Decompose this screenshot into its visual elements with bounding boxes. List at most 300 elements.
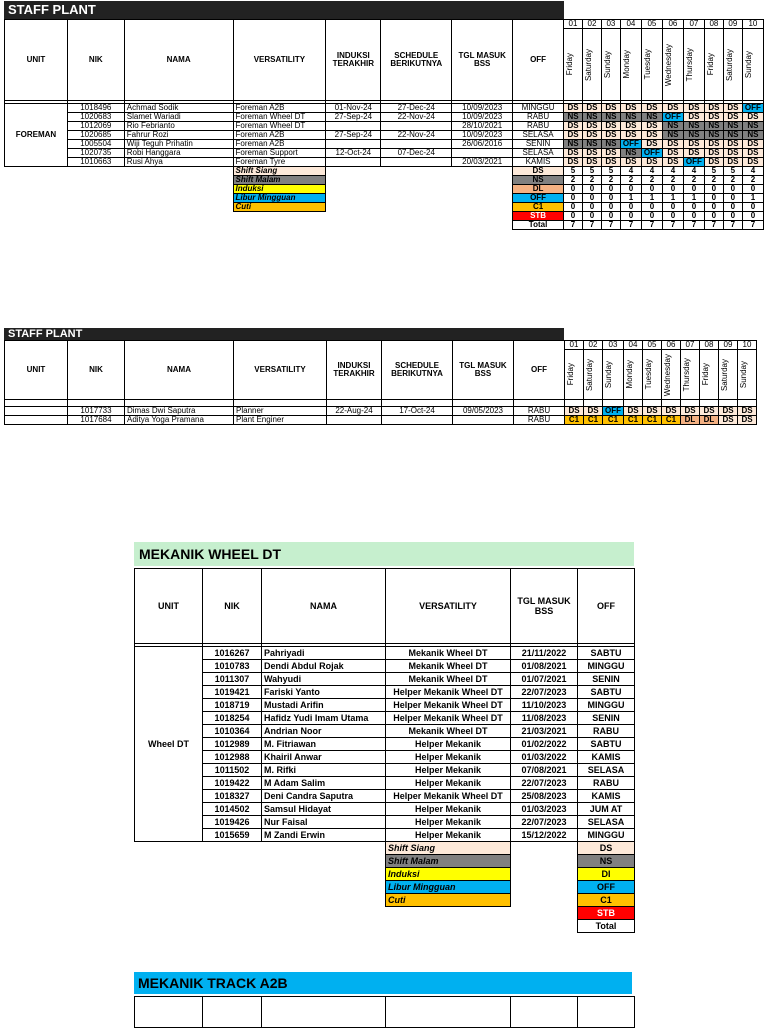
shift-cell: OFF (683, 158, 704, 167)
blank-cell (5, 185, 234, 194)
shift-cell: NS (662, 122, 683, 131)
header-versatility: VERSATILITY (386, 569, 511, 644)
shift-cell: DL (700, 416, 719, 425)
summary-value: 2 (620, 176, 641, 185)
cell-vers: Planner (234, 407, 327, 416)
cell-off: RABU (513, 122, 564, 131)
shift-cell: DS (601, 122, 620, 131)
shift-cell: OFF (620, 140, 641, 149)
summary-value: 1 (641, 194, 662, 203)
blank-cell (233, 221, 326, 230)
legend-item: Cuti (386, 894, 511, 907)
summary-value: 7 (564, 221, 583, 230)
cell-nik: 1012069 (67, 122, 124, 131)
shift-cell: C1 (603, 416, 624, 425)
cell-vers: Helper Mekanik (386, 777, 511, 790)
table-row (135, 764, 635, 777)
summary-value: 0 (582, 185, 601, 194)
cell-tgl: 22/07/2023 (511, 777, 578, 790)
cell-nik: 1018496 (67, 104, 124, 113)
shift-cell: NS (601, 113, 620, 122)
shift-cell: DS (624, 407, 643, 416)
shift-cell: DS (662, 104, 683, 113)
cell-nama: Slamet Wariadi (124, 113, 233, 122)
cell-tgl: 01/07/2021 (511, 673, 578, 686)
table-row (135, 725, 635, 738)
summary-value: 0 (662, 203, 683, 212)
cell-vers: Foreman Tyre (233, 158, 326, 167)
cell-nik: 1015659 (203, 829, 262, 842)
cell-nik: 1012989 (203, 738, 262, 751)
code-cell: OFF (578, 881, 635, 894)
legend-item: Libur Mingguan (233, 194, 326, 203)
cell-sch (381, 140, 452, 149)
cell-ind: 01-Nov-24 (326, 104, 381, 113)
blank-cell (511, 907, 578, 920)
summary-value: 0 (564, 185, 583, 194)
shift-cell: DS (662, 149, 683, 158)
cell-nik: 1011502 (203, 764, 262, 777)
day-number: 02 (584, 341, 603, 350)
legend-item: Induksi (233, 185, 326, 194)
spacer-cell (584, 400, 603, 407)
summary-value: 0 (704, 185, 723, 194)
mekanik-track-table (134, 996, 635, 1028)
summary-value: 0 (564, 212, 583, 221)
cell-nama: Rusi Ahya (124, 158, 233, 167)
header-nama: NAMA (124, 20, 233, 101)
cell-ind (326, 122, 381, 131)
cell-vers: Foreman Support (233, 149, 326, 158)
day-name (624, 350, 643, 400)
spacer-cell (662, 400, 681, 407)
day-name (603, 350, 624, 400)
unit-cell (5, 407, 68, 416)
shift-cell: DS (723, 158, 742, 167)
day-name (719, 350, 738, 400)
blank-cell (326, 221, 513, 230)
day-name-text: Monday (625, 360, 634, 389)
table-row (5, 158, 764, 167)
day-name-text: Sunday (604, 361, 613, 389)
legend-item: Shift Siang (233, 167, 326, 176)
cell-tgl: 20/03/2021 (452, 158, 513, 167)
cell-nama: Pahriyadi (262, 647, 386, 660)
cell-nama: Fariski Yanto (262, 686, 386, 699)
spacer-cell (603, 400, 624, 407)
header-unit: UNIT (5, 341, 68, 400)
shift-cell: DS (601, 158, 620, 167)
blank-cell (386, 907, 511, 920)
summary-value: 2 (662, 176, 683, 185)
shift-cell: DS (723, 140, 742, 149)
blank-cell (135, 842, 386, 855)
spacer-cell (681, 400, 700, 407)
cell-nama: Dimas Dwi Saputra (125, 407, 234, 416)
cell-nama: Wiji Teguh Prihatin (124, 140, 233, 149)
summary-value: 0 (683, 212, 704, 221)
summary-value: 2 (641, 176, 662, 185)
blank-cell (326, 212, 513, 221)
cell-tgl: 11/08/2023 (511, 712, 578, 725)
summary-value: 0 (601, 194, 620, 203)
spacer-cell (514, 400, 565, 407)
cell-tgl (452, 149, 513, 158)
day-number: 04 (624, 341, 643, 350)
summary-value: 0 (620, 185, 641, 194)
summary-value: 2 (601, 176, 620, 185)
cell-vers: Helper Mekanik (386, 764, 511, 777)
blank-cell (511, 920, 578, 933)
shift-cell: DS (641, 131, 662, 140)
cell-tgl: 10/09/2023 (452, 131, 513, 140)
table-row (135, 673, 635, 686)
day-number: 05 (641, 20, 662, 29)
summary-value: 0 (582, 194, 601, 203)
code-cell: C1 (578, 894, 635, 907)
day-name (738, 350, 757, 400)
summary-value: 4 (641, 167, 662, 176)
header-versatility: VERSATILITY (233, 20, 326, 101)
table-row (5, 140, 764, 149)
staff-plant-title-2: STAFF PLANT (4, 328, 564, 340)
summary-label: NS (513, 176, 564, 185)
shift-cell: NS (723, 122, 742, 131)
cell-off: SENIN (578, 712, 635, 725)
cell-nama: Aditya Yoga Pramana (125, 416, 234, 425)
summary-value: 0 (723, 185, 742, 194)
header-tgl: TGL MASUK BSS (511, 569, 578, 644)
shift-cell: DS (742, 149, 763, 158)
day-name-text: Friday (701, 363, 710, 386)
day-number: 09 (719, 341, 738, 350)
blank-cell (5, 167, 234, 176)
day-number: 08 (704, 20, 723, 29)
cell-vers: Helper Mekanik Wheel DT (386, 699, 511, 712)
shift-cell: DS (662, 158, 683, 167)
cell-nik: 1019421 (203, 686, 262, 699)
cell-vers: Helper Mekanik (386, 803, 511, 816)
day-name-text: Friday (705, 53, 715, 76)
cell-nik: 1018254 (203, 712, 262, 725)
shift-cell: NS (564, 113, 583, 122)
blank-cell (326, 176, 513, 185)
shift-cell: DS (742, 140, 763, 149)
cell-nama: Achmad Sodik (124, 104, 233, 113)
cell-vers: Mekanik Wheel DT (386, 660, 511, 673)
table-row (135, 647, 635, 660)
summary-value: 7 (742, 221, 763, 230)
table-row (5, 407, 757, 416)
table-row (5, 122, 764, 131)
staff-plant-title: STAFF PLANT (4, 1, 564, 19)
spacer-cell (327, 400, 382, 407)
blank-cell (5, 221, 234, 230)
mekanik-wheel-section (134, 542, 635, 933)
staff-plant-table-2 (4, 340, 757, 425)
cell-sch: 22-Nov-24 (381, 131, 452, 140)
shift-cell: DS (582, 104, 601, 113)
spacer-cell (700, 400, 719, 407)
summary-value: 2 (723, 176, 742, 185)
shift-cell: DS (582, 149, 601, 158)
shift-cell: NS (742, 131, 763, 140)
code-cell: Total (578, 920, 635, 933)
blank-cell (326, 203, 513, 212)
shift-cell: DS (719, 407, 738, 416)
code-cell: DS (578, 842, 635, 855)
summary-value: 2 (704, 176, 723, 185)
cell-off: JUM AT (578, 803, 635, 816)
blank-cell (233, 212, 326, 221)
cell-vers: Helper Mekanik (386, 816, 511, 829)
day-name (723, 29, 742, 101)
shift-cell: DS (704, 149, 723, 158)
cell-nik: 1010364 (203, 725, 262, 738)
cell-tgl: 10/09/2023 (452, 104, 513, 113)
cell-off: RABU (578, 777, 635, 790)
shift-cell: DS (662, 140, 683, 149)
code-cell: STB (578, 907, 635, 920)
shift-cell: NS (620, 113, 641, 122)
shift-cell: C1 (643, 416, 662, 425)
cell-off: SELASA (578, 816, 635, 829)
summary-value: 0 (641, 203, 662, 212)
spacer-cell (68, 400, 125, 407)
cell-nik: 1014502 (203, 803, 262, 816)
cell-vers: Foreman Wheel DT (233, 113, 326, 122)
cell-off: KAMIS (578, 790, 635, 803)
cell-nik: 1018719 (203, 699, 262, 712)
summary-value: 0 (742, 212, 763, 221)
shift-cell: DS (582, 131, 601, 140)
cell-tgl: 26/06/2016 (452, 140, 513, 149)
shift-cell: DS (620, 158, 641, 167)
shift-cell: DS (704, 113, 723, 122)
day-name (683, 29, 704, 101)
summary-value: 0 (582, 203, 601, 212)
day-number: 10 (738, 341, 757, 350)
cell-tgl (453, 416, 514, 425)
day-name-text: Sunday (602, 50, 612, 79)
summary-value: 0 (723, 212, 742, 221)
cell-nik: 1020735 (67, 149, 124, 158)
cell-nama: Nur Faisal (262, 816, 386, 829)
mekanik-track-section (134, 972, 635, 1028)
summary-value: 0 (620, 212, 641, 221)
summary-value: 0 (662, 185, 683, 194)
cell-nik: 1019426 (203, 816, 262, 829)
summary-label: Total (513, 221, 564, 230)
summary-value: 4 (662, 167, 683, 176)
summary-value: 7 (723, 221, 742, 230)
cell-nik: 1019422 (203, 777, 262, 790)
summary-value: 7 (704, 221, 723, 230)
day-name (662, 29, 683, 101)
table-row (135, 712, 635, 725)
cell-nik: 1005504 (67, 140, 124, 149)
shift-cell: DS (641, 140, 662, 149)
cell-nama: Rio Febrianto (124, 122, 233, 131)
day-name-text: Wednesday (663, 43, 673, 86)
cell-off: RABU (578, 725, 635, 738)
day-name (582, 29, 601, 101)
cell-off: MINGGU (513, 104, 564, 113)
summary-value: 5 (564, 167, 583, 176)
shift-cell: DS (643, 407, 662, 416)
header-schedule: SCHEDULE BERIKUTNYA (381, 20, 452, 101)
day-name (643, 350, 662, 400)
staff-plant-section-2 (4, 328, 764, 424)
code-cell: NS (578, 855, 635, 868)
shift-cell: DS (620, 131, 641, 140)
cell-tgl: 15/12/2022 (511, 829, 578, 842)
code-cell: DI (578, 868, 635, 881)
shift-cell: DS (742, 158, 763, 167)
table-row (135, 751, 635, 764)
day-number: 09 (723, 20, 742, 29)
day-name (742, 29, 763, 101)
shift-cell: C1 (565, 416, 584, 425)
summary-value: 0 (704, 212, 723, 221)
cell-off: RABU (514, 416, 565, 425)
summary-value: 4 (683, 167, 704, 176)
unit-cell (5, 416, 68, 425)
table-row (135, 686, 635, 699)
summary-value: 0 (582, 212, 601, 221)
shift-cell: DS (704, 104, 723, 113)
cell-vers: Helper Mekanik Wheel DT (386, 686, 511, 699)
cell-vers: Foreman A2B (233, 140, 326, 149)
shift-cell: DS (742, 113, 763, 122)
table-row (135, 816, 635, 829)
spacer-cell (453, 400, 514, 407)
summary-value: 1 (662, 194, 683, 203)
cell-nama: M. Rifki (262, 764, 386, 777)
cell-nik: 1020685 (67, 131, 124, 140)
summary-value: 0 (601, 203, 620, 212)
shift-cell: DL (681, 416, 700, 425)
cell-vers: Plant Enginer (234, 416, 327, 425)
summary-value: 0 (620, 203, 641, 212)
header-nik: NIK (68, 341, 125, 400)
cell-off: SELASA (513, 131, 564, 140)
table-row (5, 104, 764, 113)
summary-value: 7 (641, 221, 662, 230)
mekanik-wheel-title: MEKANIK WHEEL DT (134, 542, 634, 566)
blank-cell (135, 855, 386, 868)
shift-cell: DS (641, 104, 662, 113)
legend-item: Cuti (233, 203, 326, 212)
cell-vers: Helper Mekanik (386, 829, 511, 842)
summary-value: 7 (582, 221, 601, 230)
summary-value: 4 (620, 167, 641, 176)
shift-cell: DS (564, 122, 583, 131)
blank-cell (386, 920, 511, 933)
cell-tgl: 01/02/2022 (511, 738, 578, 751)
shift-cell: DS (564, 104, 583, 113)
day-number: 02 (582, 20, 601, 29)
day-name-text: Friday (565, 53, 575, 76)
shift-cell: NS (742, 122, 763, 131)
spacer-cell (738, 400, 757, 407)
day-name (620, 29, 641, 101)
summary-label: STB (513, 212, 564, 221)
summary-value: 5 (601, 167, 620, 176)
blank-cell (135, 907, 386, 920)
spacer-cell (234, 400, 327, 407)
cell-sch: 22-Nov-24 (381, 113, 452, 122)
cell-nama: M Zandi Erwin (262, 829, 386, 842)
cell-tgl: 01/08/2021 (511, 660, 578, 673)
shift-cell: DS (704, 140, 723, 149)
header-tgl: TGL MASUK BSS (452, 20, 513, 101)
summary-value: 2 (564, 176, 583, 185)
summary-value: 0 (601, 212, 620, 221)
cell-off: MINGGU (578, 829, 635, 842)
summary-value: 0 (723, 203, 742, 212)
day-number: 10 (742, 20, 763, 29)
spacer-cell (643, 400, 662, 407)
cell-ind (327, 416, 382, 425)
blank-cell (5, 194, 234, 203)
summary-value: 0 (683, 185, 704, 194)
spacer-cell (382, 400, 453, 407)
summary-value: 7 (683, 221, 704, 230)
cell-tgl: 07/08/2021 (511, 764, 578, 777)
day-number: 07 (683, 20, 704, 29)
shift-cell: NS (704, 122, 723, 131)
day-name (601, 29, 620, 101)
unit-cell: FOREMAN (5, 104, 68, 167)
cell-nama: Samsul Hidayat (262, 803, 386, 816)
cell-sch (382, 416, 453, 425)
cell-tgl: 25/08/2023 (511, 790, 578, 803)
shift-cell: DS (564, 149, 583, 158)
shift-cell: OFF (662, 113, 683, 122)
blank-cell (135, 868, 386, 881)
summary-value: 0 (564, 203, 583, 212)
blank-cell (511, 868, 578, 881)
cell-off: SELASA (578, 764, 635, 777)
day-name (704, 29, 723, 101)
spacer-cell (565, 400, 584, 407)
day-number: 04 (620, 20, 641, 29)
shift-cell: NS (564, 140, 583, 149)
day-name-text: Saturday (583, 48, 593, 81)
cell-tgl: 21/03/2021 (511, 725, 578, 738)
table-row (135, 790, 635, 803)
day-name-text: Saturday (720, 358, 729, 391)
blank-cell (326, 185, 513, 194)
cell-vers: Mekanik Wheel DT (386, 647, 511, 660)
cell-nama: Robi Hanggara (124, 149, 233, 158)
shift-cell: NS (662, 131, 683, 140)
shift-cell: DS (683, 113, 704, 122)
cell-nik: 1011307 (203, 673, 262, 686)
cell-nama: Fahrur Rozi (124, 131, 233, 140)
spacer-cell (125, 400, 234, 407)
day-number: 08 (700, 341, 719, 350)
unit-cell: Wheel DT (135, 647, 203, 842)
cell-nama: Dendi Abdul Rojak (262, 660, 386, 673)
staff-plant-section-1 (4, 1, 764, 229)
legend-item: Shift Siang (386, 842, 511, 855)
cell-nik: 1016267 (203, 647, 262, 660)
day-number: 06 (662, 341, 681, 350)
header-nama: NAMA (262, 569, 386, 644)
summary-value: 2 (582, 176, 601, 185)
